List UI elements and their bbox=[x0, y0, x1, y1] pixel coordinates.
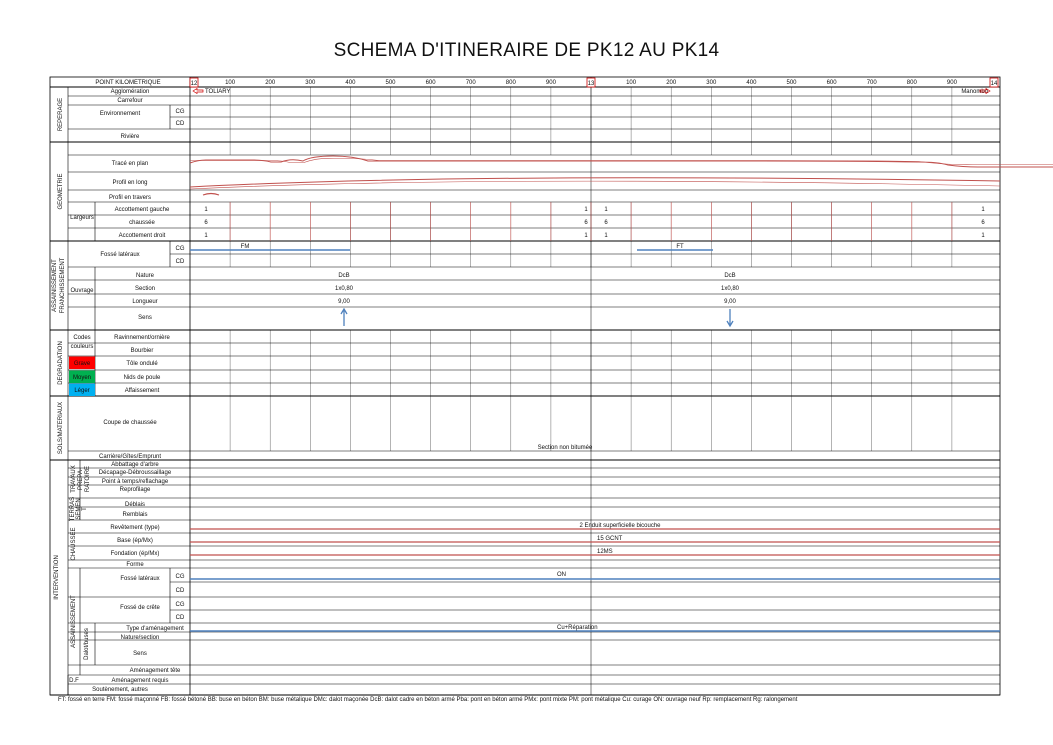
row-label-longueur: Longueur bbox=[132, 299, 158, 305]
row-label-profil_travers: Profil en travers bbox=[108, 195, 152, 201]
row-label-remblais: Remblais bbox=[122, 512, 148, 518]
row-label-forme: Forme bbox=[126, 562, 144, 568]
row-label-amenagement_tete: Aménagement tête bbox=[129, 668, 181, 674]
cd-label: CD bbox=[175, 259, 185, 265]
revetement-value: 2 Enduit superficielle bicouche bbox=[579, 523, 661, 529]
row-label-sens2: Sens bbox=[133, 651, 147, 657]
row-label-tole: Tôle ondulé bbox=[126, 361, 158, 367]
row-label-environnement: Environnement bbox=[99, 111, 141, 117]
row-label-fosse: Fossé latéraux bbox=[100, 252, 140, 258]
width-value-acc_droit: 1 bbox=[604, 233, 608, 239]
width-value-acc_gauche: 1 bbox=[204, 207, 208, 213]
row-label-point_temps: Point à temps/reflachage bbox=[101, 479, 169, 485]
profil-en-long-line bbox=[190, 178, 1000, 187]
schema-grid bbox=[50, 77, 1000, 695]
row-label-base: Base (ép/Mx) bbox=[117, 538, 153, 544]
chaussee-label: CHAUSSEE bbox=[71, 527, 77, 561]
row-label-abattage: Abbattage d'arbre bbox=[111, 462, 159, 468]
assainissement-label-2: FRANCHISSEMENT bbox=[60, 257, 66, 314]
row-label-agglomeration: Agglomération bbox=[110, 89, 150, 95]
pk-mid-marker-label: 13 bbox=[587, 81, 595, 87]
pk-tick: 600 bbox=[425, 80, 436, 86]
pk-tick: 500 bbox=[786, 80, 797, 86]
intervention-label: INTERVENTION bbox=[54, 555, 60, 600]
row-label-nature: Nature bbox=[135, 273, 155, 279]
travaux-label-3: RATOIRE bbox=[85, 465, 91, 493]
schema-content bbox=[52, 78, 1053, 693]
outer-frame bbox=[50, 77, 1000, 695]
pk-end-marker-label: 14 bbox=[990, 81, 998, 87]
pk-tick: 700 bbox=[866, 80, 877, 86]
row-label-deblais: Déblais bbox=[124, 502, 146, 508]
cg-label: CG bbox=[175, 574, 185, 580]
left-arrow-icon bbox=[193, 89, 203, 94]
ouvrage-section-1: 1x0,80 bbox=[334, 286, 354, 292]
row-label-amenagement_requis: Aménagement requis bbox=[111, 678, 169, 684]
terrassement-label-2: SEMEN bbox=[76, 498, 82, 520]
row-label-section: Section bbox=[134, 286, 156, 292]
row-label-acc_gauche: Accottement gauche bbox=[114, 207, 170, 213]
pk-tick: 800 bbox=[906, 80, 917, 86]
row-label-chaussee: chaussée bbox=[129, 220, 155, 226]
pk-tick: 200 bbox=[666, 80, 677, 86]
row-label-soutenement: Soutènement, autres bbox=[92, 687, 148, 693]
width-value-acc_gauche: 1 bbox=[981, 207, 985, 213]
to-city: Manombo bbox=[961, 89, 988, 95]
cd-label: CD bbox=[175, 121, 185, 127]
row-label-carriere: Carrière/Gîtes/Emprunt bbox=[98, 454, 162, 460]
row-label-revetement: Revêtement (type) bbox=[110, 525, 160, 531]
assainissement-label-1: ASSAINISSEMENT bbox=[52, 259, 58, 312]
row-label-sens: Sens bbox=[138, 315, 152, 321]
pk-tick: 300 bbox=[305, 80, 316, 86]
cg-label: CG bbox=[175, 602, 185, 608]
ouvrage-nature-2: DcB bbox=[724, 273, 736, 279]
grave-swatch-label: Grave bbox=[73, 361, 91, 367]
ouvrage-longueur-1: 9,00 bbox=[338, 299, 350, 305]
codes-label-2: couleurs bbox=[70, 344, 94, 350]
flow-down-arrow-icon bbox=[727, 309, 733, 326]
pk-tick: 100 bbox=[626, 80, 637, 86]
row-label-nature_section: Nature/section bbox=[120, 635, 160, 641]
pk-tick: 900 bbox=[545, 80, 556, 86]
profil-en-travers-mark bbox=[203, 194, 219, 196]
row-label-fondation: Fondation (ép/Mx) bbox=[110, 551, 160, 557]
pk-tick: 500 bbox=[385, 80, 396, 86]
pk-tick: 100 bbox=[225, 80, 236, 86]
section-non-bitumee: Section non bitumée bbox=[537, 445, 593, 451]
terrassement-label-1: TERRAS bbox=[70, 496, 76, 522]
dalots-label: Dalot/buses bbox=[84, 628, 90, 660]
ouvrage-nature-1: DcB bbox=[338, 273, 350, 279]
leger-swatch-label: Léger bbox=[74, 388, 90, 394]
base-value: 15 GCNT bbox=[597, 536, 623, 542]
pk-label: POINT KILOMETRIQUE bbox=[95, 80, 161, 86]
type-amenagement-value: Cu+Réparation bbox=[557, 625, 598, 631]
width-value-acc_gauche: 1 bbox=[604, 207, 608, 213]
ouvrage-label: Ouvrage bbox=[70, 288, 94, 294]
pk-tick: 300 bbox=[706, 80, 717, 86]
row-label-decapage: Décapage-Débroussaillage bbox=[98, 470, 172, 476]
row-label-trace: Tracé en plan bbox=[111, 161, 149, 167]
pk-tick: 700 bbox=[465, 80, 476, 86]
width-value-acc_gauche: 1 bbox=[584, 207, 588, 213]
ouvrage-longueur-2: 9,00 bbox=[724, 299, 736, 305]
df-label: D.F bbox=[69, 678, 79, 684]
cd-label: CD bbox=[175, 588, 185, 594]
terrassement-label-3: T bbox=[82, 507, 88, 511]
row-label-fosse_lat: Fossé latéraux bbox=[120, 576, 160, 582]
pk-tick: 600 bbox=[826, 80, 837, 86]
ouvrage-section-2: 1x0,80 bbox=[720, 286, 740, 292]
assainissement2-label: ASSAINISSEMENT bbox=[71, 595, 77, 648]
row-label-nids: Nids de poule bbox=[123, 375, 161, 381]
degradation-label: DEGRADATION bbox=[58, 341, 64, 385]
codes-label-1: Codes bbox=[73, 335, 91, 341]
reperage-label: REPERAGE bbox=[58, 97, 64, 132]
from-city: TOLIARY bbox=[205, 89, 231, 95]
width-value-chaussee: 6 bbox=[204, 220, 208, 226]
row-label-riviere: Rivière bbox=[120, 134, 140, 140]
width-value-chaussee: 6 bbox=[584, 220, 588, 226]
row-label-reprofilage: Reprofilage bbox=[119, 487, 151, 493]
fondation-value: 12MS bbox=[597, 549, 613, 555]
width-value-acc_droit: 1 bbox=[584, 233, 588, 239]
abbreviation-legend: FT: fossé en terre FM: fossé maçonné FB: fossé bétoné BB: buse en béton BM: buse métalique DMc: dalot maçonée DcB: dalot cadre en béton armé Pba: pont en béton armé PMx: pont mixte PM: pont métalique Cu: curage ON: ouvrage neuf Rp: remplacement Rg: ralongement bbox=[58, 697, 798, 703]
width-value-chaussee: 6 bbox=[604, 220, 608, 226]
moyen-swatch-label: Moyen bbox=[72, 375, 92, 381]
row-label-coupe: Coupe de chaussée bbox=[103, 420, 157, 426]
fosse-cg-label-1: FM bbox=[240, 244, 250, 250]
pk-start-marker-label: 12 bbox=[190, 81, 198, 87]
row-label-affaissement: Affaissement bbox=[124, 388, 160, 394]
largeurs-label: Largeurs bbox=[70, 215, 94, 221]
flow-up-arrow-icon bbox=[341, 309, 347, 326]
row-label-ravinement: Ravinnement/ornière bbox=[114, 335, 170, 341]
trace-en-plan-line bbox=[190, 156, 1053, 167]
pk-tick: 400 bbox=[746, 80, 757, 86]
cg-label: CG bbox=[175, 246, 185, 252]
pk-tick: 200 bbox=[265, 80, 276, 86]
sols-label: SOLS/MATERIAUX bbox=[58, 401, 64, 455]
pk-tick: 400 bbox=[345, 80, 356, 86]
row-label-bourbier: Bourbier bbox=[130, 348, 154, 354]
fosse-cg-label-2: FT bbox=[676, 244, 684, 250]
row-label-fosse_crete: Fossé de crête bbox=[120, 605, 160, 611]
row-label-carrefour: Carrefour bbox=[117, 98, 143, 104]
travaux-label-2: PREPA- bbox=[78, 468, 84, 490]
width-value-acc_droit: 1 bbox=[981, 233, 985, 239]
row-label-acc_droit: Accottement droit bbox=[118, 233, 166, 239]
cd-label: CD bbox=[175, 615, 185, 621]
width-value-acc_droit: 1 bbox=[204, 233, 208, 239]
row-label-profil_long: Profil en long bbox=[112, 180, 148, 186]
width-value-chaussee: 6 bbox=[981, 220, 985, 226]
cg-label: CG bbox=[175, 109, 185, 115]
fosse-intervention-value: ON bbox=[557, 572, 566, 578]
pk-tick: 900 bbox=[946, 80, 957, 86]
row-label-type_amenagement: Type d'aménagement bbox=[126, 626, 184, 632]
geometrie-label: GEOMETRIE bbox=[58, 173, 64, 210]
pk-tick: 800 bbox=[505, 80, 516, 86]
page-title: SCHEMA D'ITINERAIRE DE PK12 AU PK14 bbox=[333, 40, 720, 61]
travaux-label-1: TRAVAUX bbox=[71, 465, 77, 493]
